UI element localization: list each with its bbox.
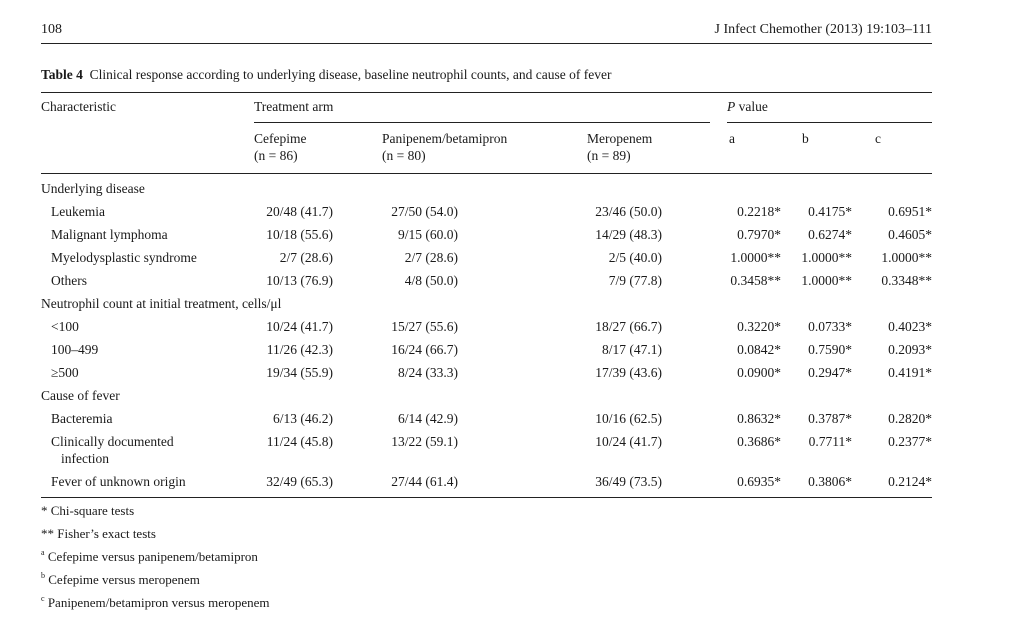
table-label: Table 4	[41, 67, 83, 82]
col-header-treatment-arm: Treatment arm	[254, 99, 334, 114]
row-label: Leukemia	[51, 204, 105, 219]
cell-p-b: 1.0000**	[801, 250, 852, 265]
cell-meropenem: 17/39 (43.6)	[595, 365, 662, 380]
cell-panipenem: 27/44 (61.4)	[391, 474, 458, 489]
row-label: <100	[51, 319, 79, 334]
cell-meropenem: 10/16 (62.5)	[595, 411, 662, 426]
row-label: Malignant lymphoma	[51, 227, 168, 242]
col-header-cefepime-n: (n = 86)	[254, 148, 298, 163]
cell-p-a: 0.0900*	[737, 365, 781, 380]
cell-p-c: 0.2820*	[888, 411, 932, 426]
cell-p-a: 0.3220*	[737, 319, 781, 334]
cell-meropenem: 23/46 (50.0)	[595, 204, 662, 219]
cell-p-a: 0.3458**	[730, 273, 781, 288]
table-caption	[41, 67, 612, 83]
footnote	[41, 549, 258, 565]
page-number: 108	[41, 22, 62, 37]
cell-p-b: 1.0000**	[801, 273, 852, 288]
col-header-panipenem-n: (n = 80)	[382, 148, 426, 163]
col-header-cefepime: Cefepime	[254, 131, 307, 146]
cell-cefepime: 11/24 (45.8)	[266, 434, 333, 449]
footnote-text: Cefepime versus meropenem	[45, 572, 200, 587]
footnote-text: Cefepime versus panipenem/betamipron	[44, 549, 258, 564]
cell-cefepime: 20/48 (41.7)	[266, 204, 333, 219]
cell-p-b: 0.3787*	[808, 411, 852, 426]
cell-cefepime: 19/34 (55.9)	[266, 365, 333, 380]
footnote	[41, 526, 156, 542]
cell-cefepime: 6/13 (46.2)	[273, 411, 333, 426]
cell-p-a: 0.0842*	[737, 342, 781, 357]
row-label: Others	[51, 273, 87, 288]
footnote	[41, 572, 200, 588]
cell-cefepime: 32/49 (65.3)	[266, 474, 333, 489]
cell-cefepime: 10/13 (76.9)	[266, 273, 333, 288]
journal-citation: J Infect Chemother (2013) 19:103–111	[714, 22, 932, 37]
cell-p-a: 1.0000**	[730, 250, 781, 265]
cell-cefepime: 10/18 (55.6)	[266, 227, 333, 242]
row-label: Myelodysplastic syndrome	[51, 250, 197, 265]
footnote-mark: **	[41, 526, 54, 541]
cell-p-c: 0.4191*	[888, 365, 932, 380]
col-header-meropenem: Meropenem	[587, 131, 653, 146]
cell-p-a: 0.2218*	[737, 204, 781, 219]
cell-p-a: 0.7970*	[737, 227, 781, 242]
footnote-mark: b	[41, 571, 45, 580]
cell-p-b: 0.7711*	[808, 434, 852, 449]
row-label: Fever of unknown origin	[51, 474, 186, 489]
cell-p-b: 0.3806*	[808, 474, 852, 489]
cell-meropenem: 10/24 (41.7)	[595, 434, 662, 449]
cell-p-b: 0.7590*	[808, 342, 852, 357]
cell-p-b: 0.2947*	[808, 365, 852, 380]
cell-panipenem: 6/14 (42.9)	[398, 411, 458, 426]
cell-p-b: 0.4175*	[808, 204, 852, 219]
footnote-text: Panipenem/betamipron versus meropenem	[44, 595, 270, 610]
cell-p-c: 0.2377*	[888, 434, 932, 449]
cell-p-c: 0.3348**	[881, 273, 932, 288]
section-heading: Neutrophil count at initial treatment, cells/μl	[41, 296, 282, 311]
cell-meropenem: 36/49 (73.5)	[595, 474, 662, 489]
col-header-pb: b	[802, 131, 809, 146]
cell-p-c: 0.4605*	[888, 227, 932, 242]
cell-meropenem: 14/29 (48.3)	[595, 227, 662, 242]
row-label: Bacteremia	[51, 411, 113, 426]
cell-panipenem: 2/7 (28.6)	[404, 250, 458, 265]
col-header-pc: c	[875, 131, 881, 146]
col-header-characteristic: Characteristic	[41, 99, 116, 114]
row-label: 100–499	[51, 342, 99, 357]
cell-p-a: 0.6935*	[737, 474, 781, 489]
cell-panipenem: 27/50 (54.0)	[391, 204, 458, 219]
cell-cefepime: 11/26 (42.3)	[266, 342, 333, 357]
cell-p-c: 1.0000**	[881, 250, 932, 265]
cell-panipenem: 4/8 (50.0)	[404, 273, 458, 288]
cell-meropenem: 18/27 (66.7)	[595, 319, 662, 334]
col-header-panipenem: Panipenem/betamipron	[382, 131, 508, 146]
footnote-mark: a	[41, 548, 45, 557]
cell-cefepime: 10/24 (41.7)	[266, 319, 333, 334]
cell-panipenem: 8/24 (33.3)	[398, 365, 458, 380]
treatment-arm-rule	[254, 122, 710, 123]
cell-panipenem: 15/27 (55.6)	[391, 319, 458, 334]
cell-p-c: 0.2124*	[888, 474, 932, 489]
footnote	[41, 503, 134, 519]
row-label: Clinically documented	[51, 434, 174, 449]
header-bottom-rule	[41, 173, 932, 174]
cell-meropenem: 7/9 (77.8)	[608, 273, 662, 288]
p-italic: P	[727, 99, 736, 114]
footnote	[41, 595, 269, 611]
section-heading: Underlying disease	[41, 181, 145, 196]
cell-p-c: 0.2093*	[888, 342, 932, 357]
cell-p-b: 0.0733*	[808, 319, 852, 334]
cell-cefepime: 2/7 (28.6)	[279, 250, 333, 265]
cell-p-c: 0.4023*	[888, 319, 932, 334]
cell-p-a: 0.8632*	[737, 411, 781, 426]
col-header-pa: a	[729, 131, 735, 146]
cell-p-c: 0.6951*	[888, 204, 932, 219]
footnote-mark: c	[41, 594, 45, 603]
footnote-text: Fisher’s exact tests	[54, 526, 156, 541]
row-label: ≥500	[51, 365, 79, 380]
col-header-meropenem-n: (n = 89)	[587, 148, 631, 163]
p-value-word: value	[735, 99, 768, 114]
footnote-text: Chi-square tests	[47, 503, 135, 518]
cell-meropenem: 2/5 (40.0)	[608, 250, 662, 265]
table-title: Clinical response according to underlying disease, baseline neutrophil counts, and cause of fever	[89, 67, 612, 82]
table-top-rule	[41, 92, 932, 93]
table-bottom-rule	[41, 497, 932, 498]
cell-meropenem: 8/17 (47.1)	[602, 342, 662, 357]
cell-p-a: 0.3686*	[737, 434, 781, 449]
section-heading: Cause of fever	[41, 388, 120, 403]
cell-panipenem: 9/15 (60.0)	[398, 227, 458, 242]
col-header-p-value	[727, 99, 768, 115]
header-rule	[41, 43, 932, 44]
cell-p-b: 0.6274*	[808, 227, 852, 242]
row-label-continued: infection	[61, 451, 109, 466]
p-value-rule	[727, 122, 932, 123]
cell-panipenem: 13/22 (59.1)	[391, 434, 458, 449]
footnote-mark: *	[41, 503, 48, 518]
cell-panipenem: 16/24 (66.7)	[391, 342, 458, 357]
